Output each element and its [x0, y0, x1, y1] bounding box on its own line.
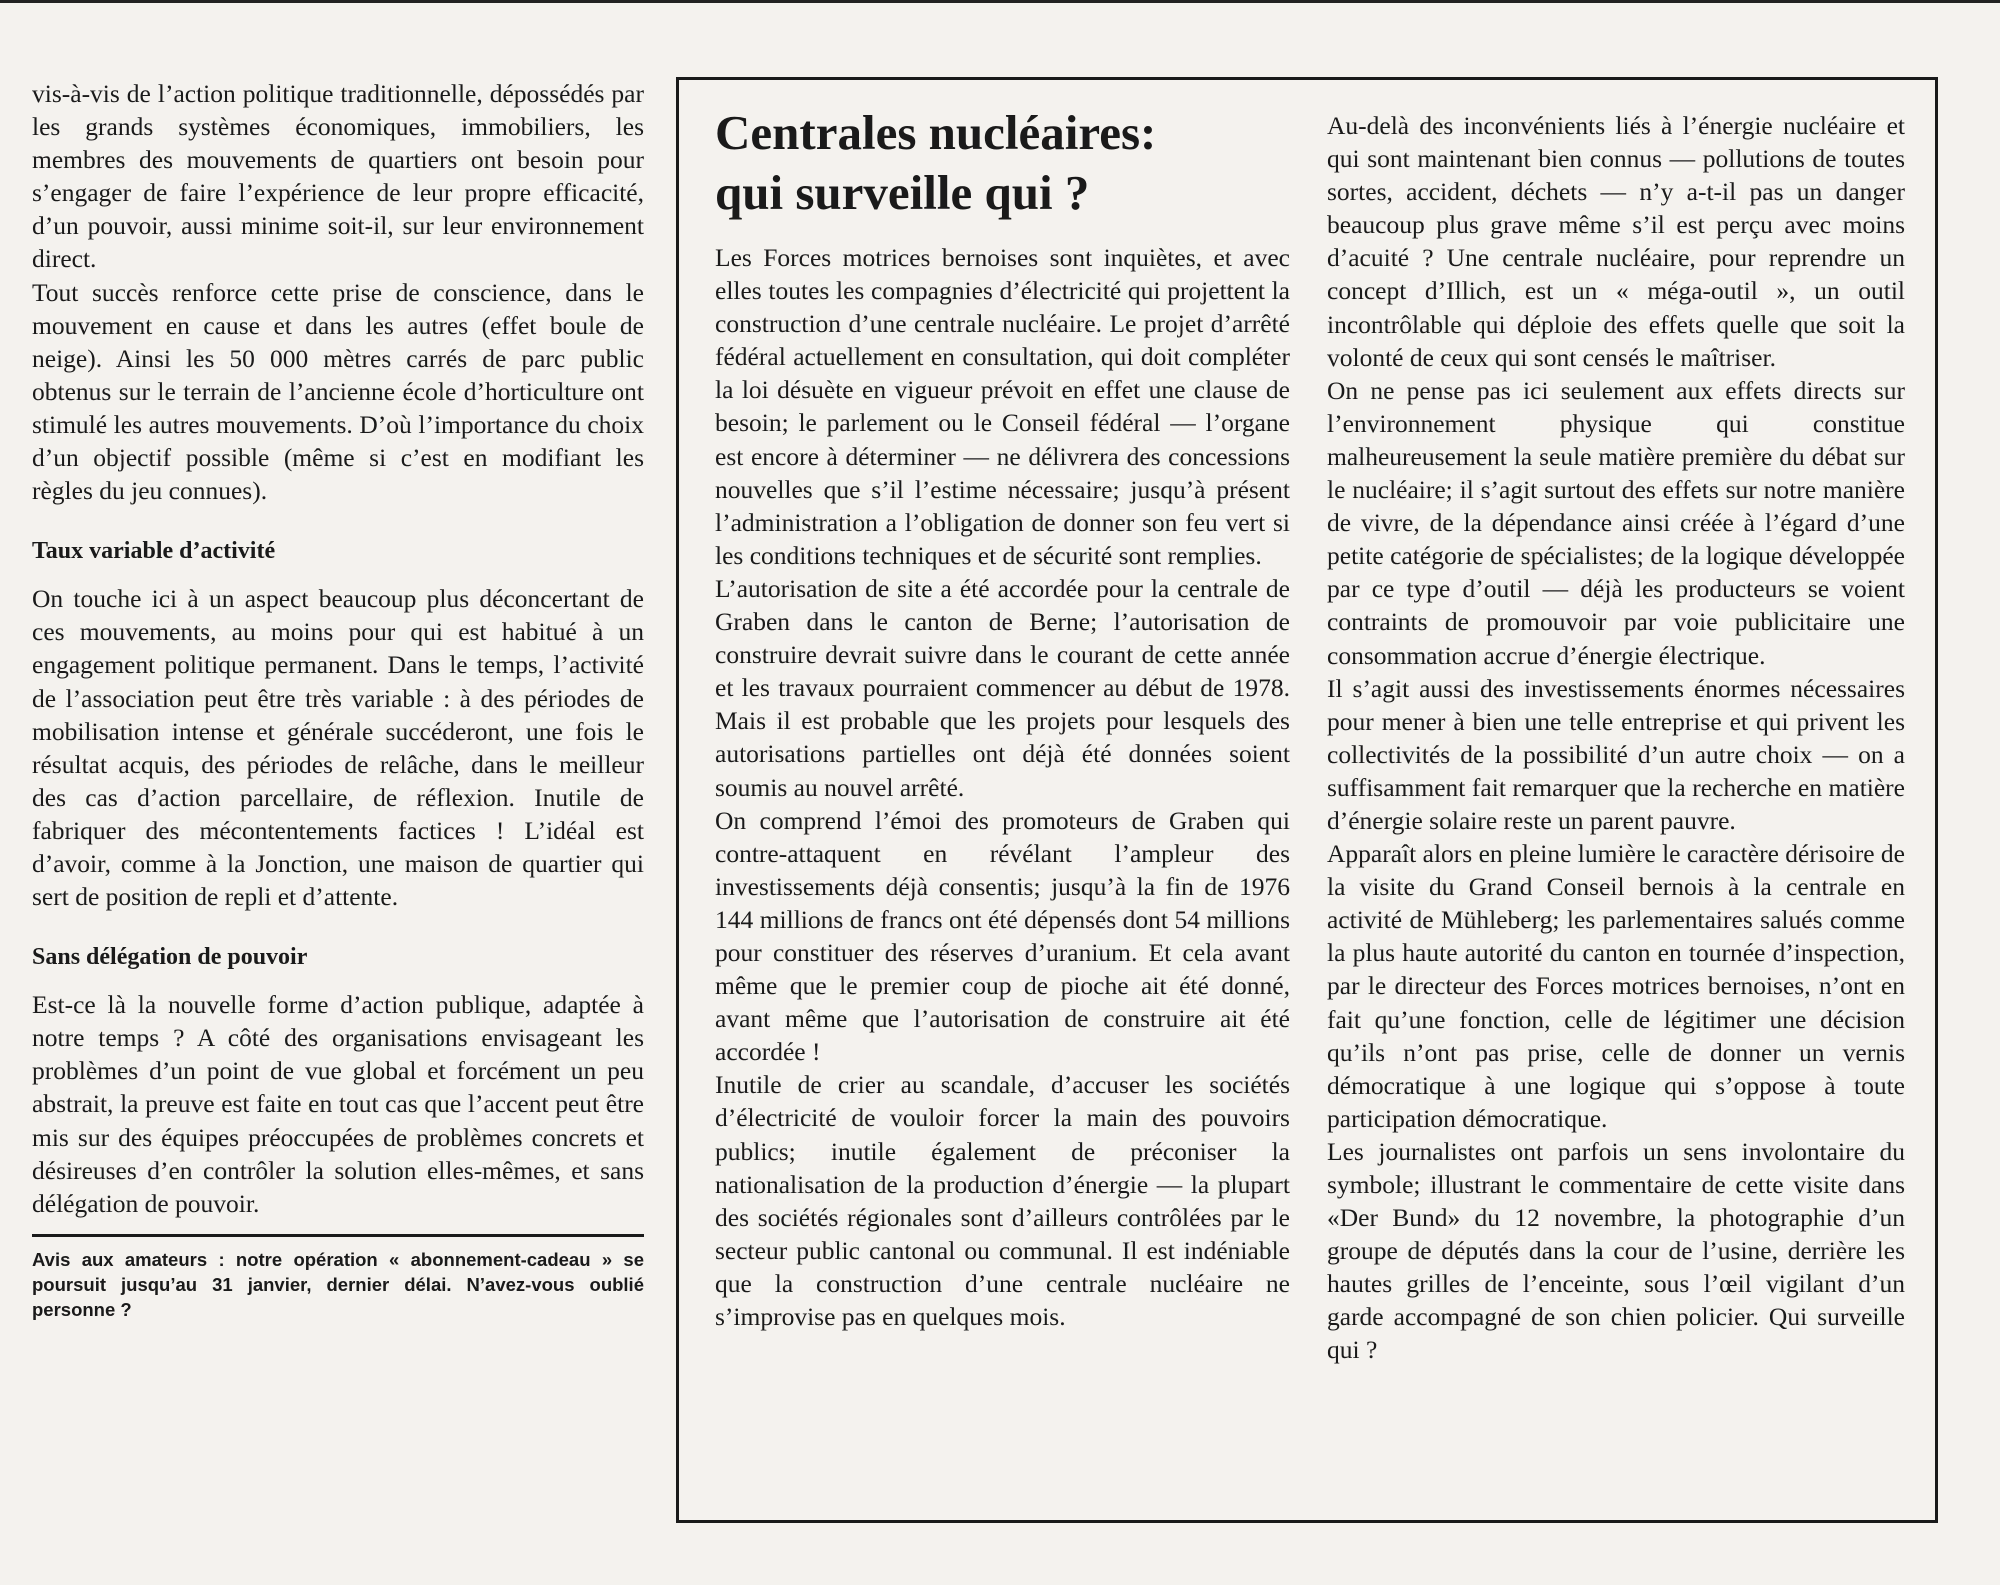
article-title-line1: Centrales nucléaires:	[715, 105, 1157, 160]
article-paragraph: Apparaît alors en pleine lumière le caractère dérisoire de la visite du Grand Conseil bernois à la centrale en activité de Mühleberg; les parlementaires salués comme la plus haute autorité du canton en tournée d’inspection, par le directeur des Forces motrices bernoises, n’ont en fait qu’une fonction, celle de légitimer une décision qu’ils n’ont pas prise, celle de donner un vernis démocratique à une logique qui s’oppose à toute participation démocratique.	[1327, 839, 1905, 1133]
subscription-notice: Avis aux amateurs : notre opération « abonnement-cadeau » se poursuit jusqu’au 31 janvier, dernier délai. N’avez-vous oublié personne ?	[32, 1248, 644, 1320]
notice-divider	[32, 1234, 644, 1237]
left-column	[32, 77, 644, 1322]
section-text-taux: On touche ici à un aspect beaucoup plus déconcertant de ces mouvements, au moins pour qui est habitué à un engagement politique permanent. Dans le temps, l’activité de l’association peut être très variable : à des périodes de mobilisation intense et générale succéderont, une fois le résultat acquis, des périodes de relâche, dans le meilleur des cas d’action parcellaire, de réflexion. Inutile de fabriquer des mécontentements factices ! L’idéal est d’avoir, comme à la Jonction, une maison de quartier qui sert de position de repli et d’attente.	[32, 584, 644, 912]
article-paragraph: Les journalistes ont parfois un sens involontaire du symbole; illustrant le commentaire de cette visite dans «Der Bund» du 12 novembre, la photographie d’un groupe de députés dans la cour de l’usine, derrière les hautes grilles de l’enceinte, sous l’œil vigilant d’un garde accompagné de son chien policier. Qui surveille qui ?	[1327, 1136, 1905, 1365]
article-paragraph: On comprend l’émoi des promoteurs de Graben qui contre-attaquent en révélant l’ampleur des investissements déjà consentis; jusqu’à la fin de 1976 144 millions de francs ont été dépensés dont 54 millions pour constituer des réserves d’uranium. Et cela avant même que le premier coup de pioche ait été donné, avant même que l’autorisation de construire ait été accordée !	[715, 805, 1290, 1067]
section-heading-delegation: Sans délégation de pouvoir	[32, 944, 308, 971]
article-paragraph: Inutile de crier au scandale, d’accuser les sociétés d’électricité de vouloir forcer la main des pouvoirs publics; inutile également de préconiser la nationalisation de la production d’énergie — la plupart des sociétés régionales sont d’ailleurs contrôlées par le secteur public cantonal ou communal. Il est indéniable que la construction d’une centrale nucléaire ne s’improvise pas en quelques mois.	[715, 1070, 1290, 1331]
article-paragraph: Au-delà des inconvénients liés à l’énergie nucléaire et qui sont maintenant bien connus — pollutions de toutes sortes, accident, déchets — n’y a-t-il pas un danger beaucoup plus grave même s’il est perçu avec moins d’acuité ? Une centrale nucléaire, pour reprendre un concept d’Illich, est un « méga-outil », un outil incontrôlable qui déploie des effets quelle que soit la volonté de ceux qui sont censés le maîtriser.	[1327, 111, 1905, 372]
article-paragraph: L’autorisation de site a été accordée pour la centrale de Graben dans le canton de Berne; l’autorisation de construire devrait suivre dans le courant de cette année et les travaux pourraient commencer au début de 1978. Mais il est probable que les projets pour lesquels des autorisations partielles ont déjà été données soient soumis au nouvel arrêté.	[715, 573, 1290, 802]
left-paragraph-2: Tout succès renforce cette prise de conscience, dans le mouvement en cause et dans les autres (effet boule de neige). Ainsi les 50 000 mètres carrés de parc public obtenus sur le terrain de l’ancienne école d’horticulture ont stimulé les autres mouvements. D’où l’importance du choix d’un objectif possible (même si c’est en modifiant les règles du jeu connues).	[32, 277, 644, 506]
article-title-line2: qui surveille qui ?	[715, 165, 1090, 220]
article-paragraph: Les Forces motrices bernoises sont inquiètes, et avec elles toutes les compagnies d’électricité qui projettent la construction d’une centrale nucléaire. Le projet d’arrêté fédéral actuellement en consultation, qui doit compléter la loi désuète en vigueur prévoit en effet une clause de besoin; le parlement ou le Conseil fédéral — l’organe est encore à déterminer — ne délivrera des concessions nouvelles que s’il l’estime nécessaire; jusqu’à présent l’administration a l’obligation de donner son feu vert si les conditions techniques et de sécurité sont remplies.	[715, 243, 1290, 570]
section-text-delegation: Est-ce là la nouvelle forme d’action publique, adaptée à notre temps ? A côté des organisations envisageant les problèmes d’un point de vue global et forcément un peu abstrait, la preuve est faite en tout cas que l’accent peut être mis sur des équipes préoccupées de problèmes concrets et désireuses d’en contrôler la solution elles-mêmes, et sans délégation de pouvoir.	[32, 990, 644, 1218]
section-heading-taux: Taux variable d’activité	[32, 538, 276, 565]
article-paragraph: Il s’agit aussi des investissements énormes nécessaires pour mener à bien une telle entreprise et qui privent les collectivités de la possibilité d’un autre choix — on a suffisamment fait remarquer que la recherche en matière d’énergie solaire reste un parent pauvre.	[1327, 673, 1905, 835]
top-rule	[0, 0, 2000, 3]
article-middle-column	[715, 241, 1290, 1333]
article-right-column	[1327, 109, 1905, 1367]
article-paragraph: On ne pense pas ici seulement aux effets directs sur l’environnement physique qui constitue malheureusement la seule matière première du débat sur le nucléaire; il s’agit surtout des effets sur notre manière de vivre, de la dépendance ainsi créée à l’égard d’une petite catégorie de spécialistes; de la logique développée par ce type d’outil — déjà les producteurs se voient contraints de promouvoir par voie publicitaire une consommation accrue d’énergie électrique.	[1327, 375, 1905, 670]
article-title	[715, 103, 1325, 223]
left-paragraph-1: vis-à-vis de l’action politique traditionnelle, dépossédés par les grands systèmes économiques, immobiliers, les membres des mouvements de quartiers ont besoin pour s’engager de faire l’expérience de leur propre efficacité, d’un pouvoir, aussi minime soit-il, sur leur environnement direct.	[32, 79, 644, 274]
